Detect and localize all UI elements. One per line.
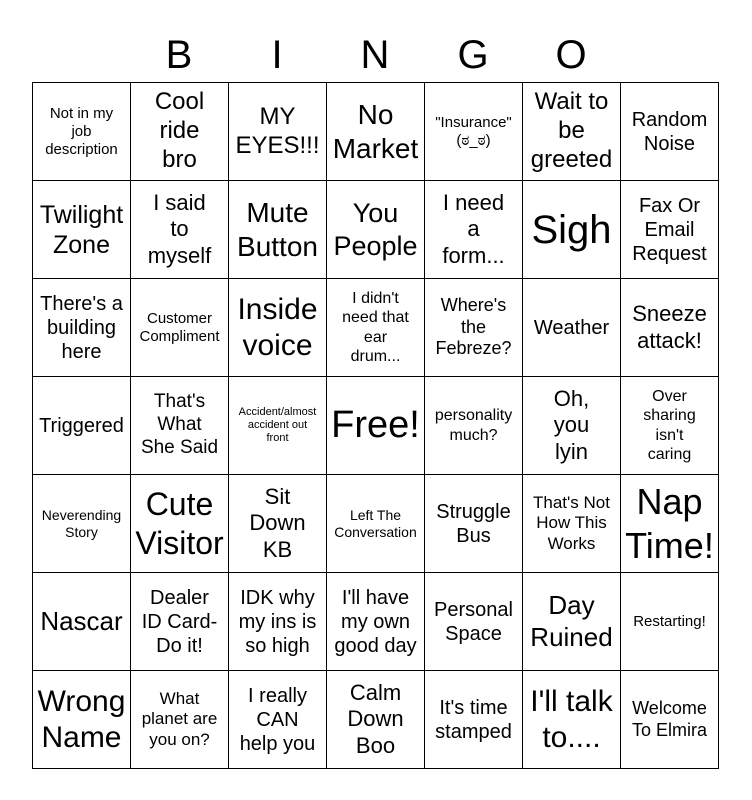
bingo-cell-r2-c7[interactable]: Fax Or Email Request (620, 180, 719, 279)
header-letter-g: G (457, 33, 489, 77)
bingo-grid (32, 82, 719, 768)
bingo-cell-r3-c5[interactable]: Where's the Febreze? (424, 278, 523, 377)
bingo-cell-r4-c7[interactable]: Over sharing isn't caring (620, 376, 719, 475)
bingo-cell-r7-c6[interactable]: I'll talk to.... (522, 670, 621, 769)
bingo-cell-r4-c2[interactable]: That's What She Said (130, 376, 229, 475)
bingo-cell-r4-c3[interactable]: Accident/almost accident out front (228, 376, 327, 475)
bingo-cell-r2-c5[interactable]: I need a form... (424, 180, 523, 279)
bingo-cell-r4-c5[interactable]: personality much? (424, 376, 523, 475)
bingo-cell-r5-c2[interactable]: Cute Visitor (130, 474, 229, 573)
bingo-cell-r2-c6[interactable]: Sigh (522, 180, 621, 279)
bingo-cell-r7-c5[interactable]: It's time stamped (424, 670, 523, 769)
bingo-cell-r7-c2[interactable]: What planet are you on? (130, 670, 229, 769)
bingo-cell-r3-c4[interactable]: I didn't need that ear drum... (326, 278, 425, 377)
bingo-cell-r1-c5[interactable]: "Insurance" (ಠ_ಠ) (424, 82, 523, 181)
bingo-cell-r4-c4[interactable]: Free! (326, 376, 425, 475)
bingo-cell-r6-c6[interactable]: Day Ruined (522, 572, 621, 671)
bingo-cell-r2-c4[interactable]: You People (326, 180, 425, 279)
bingo-cell-r3-c7[interactable]: Sneeze attack! (620, 278, 719, 377)
bingo-cell-r6-c2[interactable]: Dealer ID Card- Do it! (130, 572, 229, 671)
bingo-cell-r2-c3[interactable]: Mute Button (228, 180, 327, 279)
header-letter-b: B (165, 33, 193, 77)
bingo-cell-r1-c7[interactable]: Random Noise (620, 82, 719, 181)
bingo-cell-r1-c1[interactable]: Not in my job description (32, 82, 131, 181)
bingo-cell-r3-c2[interactable]: Customer Compliment (130, 278, 229, 377)
bingo-cell-r6-c7[interactable]: Restarting! (620, 572, 719, 671)
bingo-cell-r6-c4[interactable]: I'll have my own good day (326, 572, 425, 671)
bingo-cell-r1-c4[interactable]: No Market (326, 82, 425, 181)
bingo-cell-r5-c5[interactable]: Struggle Bus (424, 474, 523, 573)
bingo-cell-r6-c5[interactable]: Personal Space (424, 572, 523, 671)
bingo-cell-r3-c1[interactable]: There's a building here (32, 278, 131, 377)
bingo-cell-r3-c3[interactable]: Inside voice (228, 278, 327, 377)
bingo-cell-r6-c1[interactable]: Nascar (32, 572, 131, 671)
bingo-cell-r7-c3[interactable]: I really CAN help you (228, 670, 327, 769)
header-letter-n: N (360, 33, 390, 77)
bingo-cell-r6-c3[interactable]: IDK why my ins is so high (228, 572, 327, 671)
bingo-cell-r2-c1[interactable]: Twilight Zone (32, 180, 131, 279)
header-letter-i: I (271, 33, 283, 77)
bingo-cell-r4-c6[interactable]: Oh, you lyin (522, 376, 621, 475)
bingo-cell-r7-c7[interactable]: Welcome To Elmira (620, 670, 719, 769)
bingo-cell-r5-c4[interactable]: Left The Conversation (326, 474, 425, 573)
bingo-cell-r4-c1[interactable]: Triggered (32, 376, 131, 475)
bingo-cell-r5-c6[interactable]: That's Not How This Works (522, 474, 621, 573)
bingo-cell-r2-c2[interactable]: I said to myself (130, 180, 229, 279)
bingo-cell-r3-c6[interactable]: Weather (522, 278, 621, 377)
bingo-cell-r5-c3[interactable]: Sit Down KB (228, 474, 327, 573)
bingo-cell-r5-c1[interactable]: Neverending Story (32, 474, 131, 573)
bingo-header (32, 28, 718, 82)
bingo-cell-r7-c4[interactable]: Calm Down Boo (326, 670, 425, 769)
header-letter-o: O (555, 33, 587, 77)
bingo-cell-r5-c7[interactable]: Nap Time! (620, 474, 719, 573)
bingo-cell-r1-c2[interactable]: Cool ride bro (130, 82, 229, 181)
bingo-cell-r1-c3[interactable]: MY EYES!!! (228, 82, 327, 181)
bingo-cell-r7-c1[interactable]: Wrong Name (32, 670, 131, 769)
bingo-cell-r1-c6[interactable]: Wait to be greeted (522, 82, 621, 181)
